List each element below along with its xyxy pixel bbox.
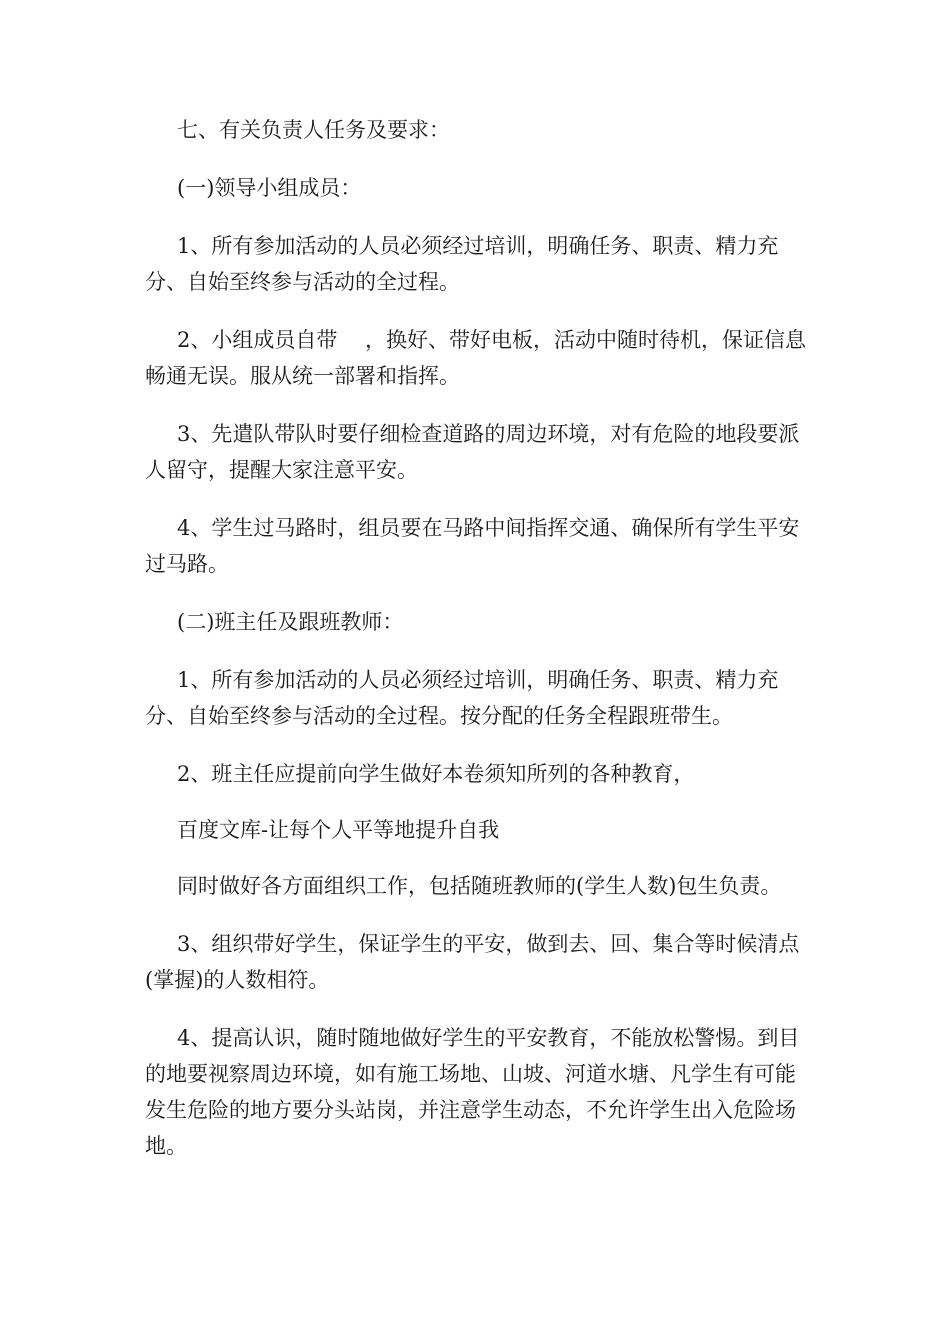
leadership-item-4: 4、学生过马路时，组员要在马路中间指挥交通、确保所有学生平安过马路。	[145, 516, 800, 576]
leadership-item-1: 1、所有参加活动的人员必须经过培训，明确任务、职责、精力充分、自始至终参与活动的全过程。	[145, 234, 779, 294]
teacher-item-4: 4、提高认识，随时随地做好学生的平安教育，不能放松警惕。到目的地要视察周边环境，如有施工场地、山坡、河道水塘、凡学生有可能发生危险的地方要分头站岗，并注意学生动态，不允许学生出入危险场地。	[145, 1026, 800, 1158]
teacher-item-2: 2、班主任应提前向学生做好本卷须知所列的各种教育，	[177, 762, 695, 786]
teacher-item-3: 3、组织带好学生，保证学生的平安，做到去、回、集合等时候清点(掌握)的人数相符。	[145, 932, 800, 992]
subsection-heading-leadership-group: (一)领导小组成员：	[177, 176, 362, 200]
teacher-item-2-continued: 同时做好各方面组织工作，包括随班教师的(学生人数)包生负责。	[177, 874, 782, 898]
section-heading-responsibilities: 七、有关负责人任务及要求：	[177, 118, 450, 142]
document-tagline: 百度文库-让每个人平等地提升自我	[177, 818, 500, 842]
document-body	[145, 112, 810, 1186]
leadership-item-3: 3、先遣队带队时要仔细检查道路的周边环境，对有危险的地段要派人留守，提醒大家注意平安。	[145, 422, 800, 482]
teacher-item-1: 1、所有参加活动的人员必须经过培训，明确任务、职责、精力充分、自始至终参与活动的全过程。按分配的任务全程跟班带生。	[145, 668, 779, 728]
leadership-item-2: 2、小组成员自带 ，换好、带好电板，活动中随时待机，保证信息畅通无误。服从统一部署和指挥。	[145, 328, 807, 388]
subsection-heading-teachers: (二)班主任及跟班教师：	[177, 610, 404, 634]
